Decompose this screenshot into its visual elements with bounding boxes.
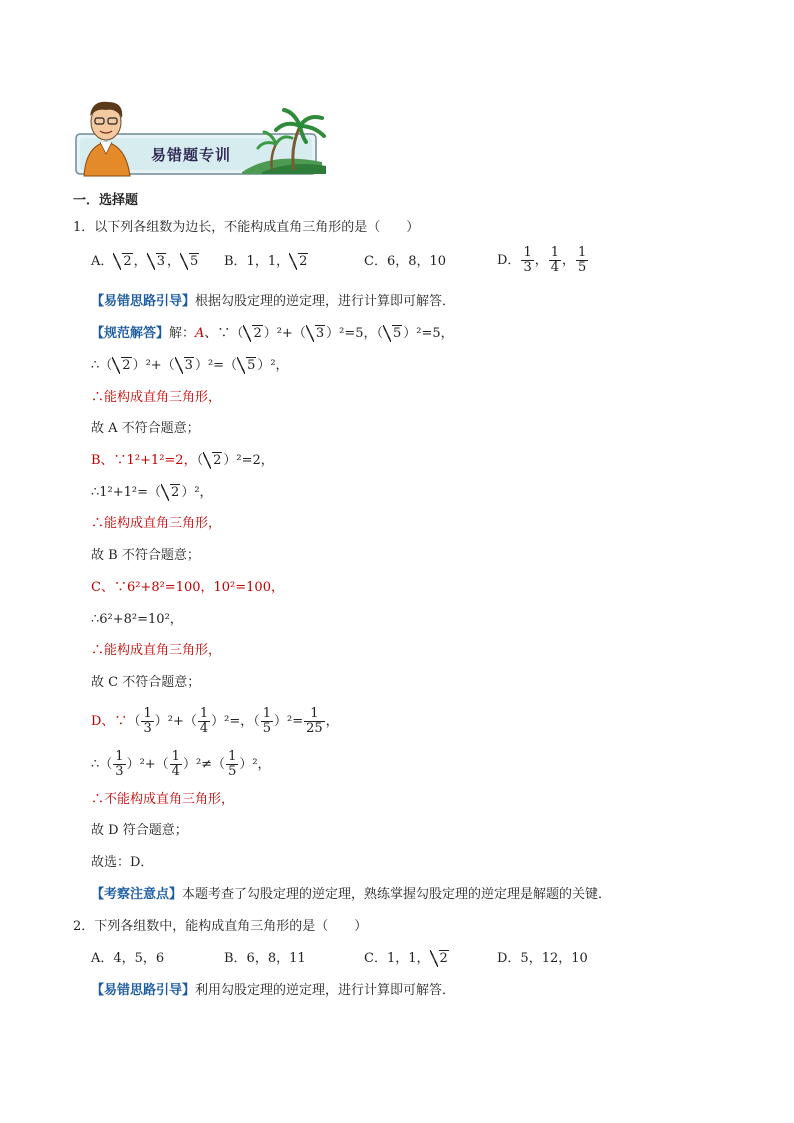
q1-hint (91, 292, 455, 312)
q1-choose: 故选：D． (91, 855, 154, 870)
q1-answer-b-line4: 故 B 不符合题意； (91, 548, 200, 563)
banner-title: 易错题专训 (151, 146, 232, 164)
q1-answer-b-line3: ∴能构成直角三角形， (91, 516, 222, 531)
q1-option-d: D． $\frac{1}{3}$ ， $\frac{1}{4}$ ， $\frac{1}{5}$ (497, 245, 587, 275)
answer-intro: 解： (169, 326, 196, 341)
q1-answer-d-line4: 故 D 符合题意； (91, 823, 188, 838)
q1-answer-a-line4: 故 A 不符合题意； (91, 421, 200, 436)
q1-answer-b-line1: B、∵1²+1²=2，（ 2 ）²=2， (91, 451, 274, 471)
q2-option-c (364, 949, 450, 969)
d-case: D、∵ (91, 714, 128, 729)
q2-option-c-label: C．1，1， (364, 951, 430, 966)
b-line1b: ²=2， (236, 453, 274, 468)
q1-option-b-label: B．1，1， (224, 254, 290, 269)
q1-answer-d-line1: D、∵（ $\frac{1}{3}$ ）²+（ $\frac{1}{4}$ ）²=，（ $\frac{1}{5}$ ）²= $\frac{1}{25}$ ， (91, 706, 339, 736)
sqrt-value: 2 (439, 951, 448, 966)
q1-answer-c-line1: C、∵6²+8²=100，10²=100， (91, 580, 284, 595)
hint-tag: 【易错思路引导】 (91, 983, 196, 998)
q1-option-a: A． 2 ， 3 ， 5 (91, 252, 200, 272)
q1-note (91, 885, 611, 905)
b-line2: ∴1²+1²= (91, 485, 149, 500)
sqrt-value: 2 (299, 254, 308, 269)
q1-answer-c-line3: ∴能构成直角三角形， (91, 643, 222, 658)
q1-option-d-label: D． (497, 253, 521, 268)
q1-answer-c-line4: 故 C 不符合题意； (91, 675, 201, 690)
sqrt-value: 2 (123, 254, 132, 269)
q1-answer-a-line1: 【规范解答】解：A、∵（ 2 ）²+（ 3 ）²=5，（ 5 ）²=5， (91, 324, 454, 344)
question-2-stem: 2．下列各组数中，能构成直角三角形的是（ ） (73, 919, 368, 934)
hint-text: 利用勾股定理的逆定理，进行计算即可解答． (195, 983, 456, 998)
answer-tag: 【规范解答】 (91, 326, 170, 341)
q1-option-c: C．6，8，10 (364, 254, 447, 269)
section-title: 一．选择题 (73, 193, 139, 208)
b-line1: B、∵1²+1²=2， (91, 453, 197, 468)
q2-option-b: B．6，8，11 (224, 951, 306, 966)
note-tag: 【考察注意点】 (91, 887, 183, 902)
q2-hint (91, 981, 455, 1001)
banner-graphic (72, 96, 328, 178)
q1-answer-a-line2: ∴（ 2 ）²+（ 3 ）²=（ 5 ）²， (91, 356, 289, 376)
sqrt-value: 5 (189, 254, 199, 269)
q1-option-a-label: A． (91, 254, 114, 269)
question-1-stem: 1．以下列各组数为边长，不能构成直角三角形的是（ ） (73, 220, 420, 235)
q1-answer-d-line2: ∴（ $\frac{1}{3}$ ）²+（ $\frac{1}{4}$ ）²≠（ $\frac{1}{5}$ ）²， (91, 749, 271, 779)
sqrt-value: 3 (156, 254, 165, 269)
note-text: 本题考查了勾股定理的逆定理，熟练掌握勾股定理的逆定理是解题的关键． (182, 887, 612, 902)
q1-answer-b-line2: ∴1²+1²=（ 2 ）²， (91, 483, 213, 503)
q1-option-b (224, 252, 309, 272)
hint-tag: 【易错思路引导】 (91, 294, 196, 309)
q2-option-a: A．4，5，6 (91, 951, 165, 966)
q1-answer-c-line2: ∴6²+8²=10²， (91, 612, 183, 627)
hint-text: 根据勾股定理的逆定理，进行计算即可解答． (195, 294, 456, 309)
q2-option-d: D．5，12，10 (497, 951, 588, 966)
q1-answer-d-line3: ∴不能构成直角三角形， (91, 792, 235, 807)
q1-answer-a-line3: ∴能构成直角三角形， (91, 390, 222, 405)
